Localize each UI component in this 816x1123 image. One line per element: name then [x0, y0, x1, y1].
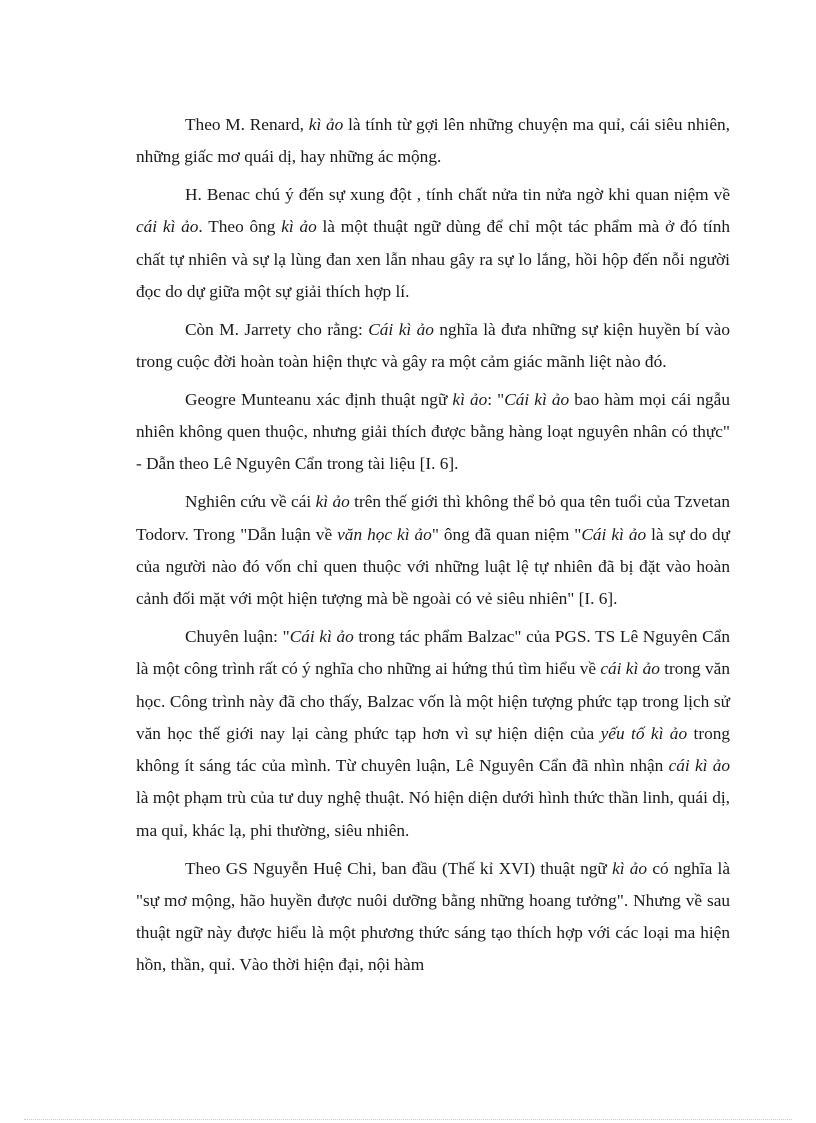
paragraph-renard: [136, 109, 730, 174]
italic-term: cái kì ảo: [136, 217, 199, 237]
text-run: . Theo ông: [198, 217, 282, 237]
italic-term: kì ảo: [315, 492, 350, 512]
text-run: trong không ít sáng tác của mình. Từ chuyên luận, Lê Nguyên Cẩn đã nhìn nhận: [136, 723, 731, 776]
text-run: Theo M. Renard,: [185, 115, 309, 134]
text-run: trong văn học. Công trình này đã cho thấy, Balzac vốn là một hiện tượng phức tạp trong lịch sử văn học thế giới nay lại càng phức tạp hơn vì sự hiện diện của: [136, 659, 730, 743]
text-run: : ": [487, 389, 505, 409]
text-run: trong tác phẩm Balzac" của PGS. TS Lê Nguyên Cẩn là một công trình rất có ý nghĩa cho những ai hứng thú tìm hiểu về: [136, 626, 730, 679]
italic-term: kì ảo: [612, 858, 648, 878]
text-run: Chuyên luận: ": [185, 626, 290, 646]
page-bottom-dotted-rule: [24, 1119, 792, 1120]
text-run: có nghĩa là "sự mơ mộng, hão huyền được nuôi dưỡng bằng những hoang tưởng". Nhưng về sau thuật ngữ này được hiểu là một phương thức sáng tạo thích hợp với các loại ma hiện hồn, thần, quỉ. Vào thời hiện đại, nội hàm: [136, 858, 731, 975]
italic-term: yếu tố kì ảo: [600, 723, 688, 743]
italic-term: cái kì ảo: [600, 659, 660, 679]
text-run: trên thế giới thì không thể bỏ qua tên tuổi của Tzvetan Todorv. Trong "Dẫn luận về: [136, 492, 730, 544]
text-run: là tính từ gợi lên những chuyện ma quỉ, cái siêu nhiên, những giấc mơ quái dị, hay những ác mộng.: [136, 115, 730, 167]
text-run: " ông đã quan niệm ": [431, 524, 582, 544]
text-run: bao hàm mọi cái ngẫu nhiên không quen thuộc, nhưng giải thích được bằng hàng loạt nguyên nhân có thực" - Dẫn theo Lê Nguyên Cẩn trong tài liệu [I. 6].: [136, 389, 730, 474]
text-run: H. Benac chú ý đến sự xung đột , tính chất nửa tin nửa ngờ khi quan niệm về: [185, 185, 730, 205]
paragraph-todorov: [136, 486, 730, 615]
paragraph-nguyen-hue-chi: [136, 853, 730, 982]
italic-term: Cái kì ảo: [368, 319, 434, 339]
italic-term: Cái kì ảo: [289, 626, 354, 646]
text-run: là sự do dự của người nào đó vốn chỉ quen thuộc với những luật lệ tự nhiên đã bị đặt vào hoàn cảnh đối mặt với một hiện tượng mà bề ngoài có vẻ siêu nhiên" [I. 6].: [136, 524, 730, 609]
italic-term: văn học kì ảo: [337, 524, 432, 544]
text-run: nghĩa là đưa những sự kiện huyền bí vào trong cuộc đời hoàn toàn hiện thực và gây ra một cảm giác mãnh liệt nào đó.: [136, 319, 730, 372]
italic-term: Cái kì ảo: [504, 389, 570, 409]
paragraph-jarrety: [136, 314, 730, 379]
paragraph-benac: [136, 179, 730, 308]
italic-term: kì ảo: [308, 115, 344, 134]
italic-term: kì ảo: [281, 217, 317, 237]
text-run: là một phạm trù của tư duy nghệ thuật. Nó hiện diện dưới hình thức thần linh, quái dị, ma quỉ, khác lạ, phi thường, siêu nhiên.: [136, 788, 730, 840]
paragraph-balzac: [136, 621, 730, 847]
italic-term: cái kì ảo: [668, 756, 730, 776]
text-run: Còn M. Jarrety cho rằng:: [185, 319, 369, 339]
text-run: là một thuật ngữ dùng để chỉ một tác phẩm mà ở đó tính chất tự nhiên và sự lạ lùng đan xen lẫn nhau gây ra sự lo lắng, hồi hộp đến nỗi người đọc do dự giữa một sự giải thích hợp lí.: [136, 217, 730, 301]
paragraph-munteanu: [136, 384, 730, 481]
text-run: Theo GS Nguyễn Huệ Chi, ban đầu (Thế kỉ XVI) thuật ngữ: [185, 858, 613, 878]
italic-term: Cái kì ảo: [581, 524, 647, 544]
text-run: Geogre Munteanu xác định thuật ngữ: [185, 389, 453, 409]
text-run: Nghiên cứu về cái: [185, 492, 316, 512]
document-page: [136, 109, 730, 987]
italic-term: kì ảo: [452, 389, 488, 409]
